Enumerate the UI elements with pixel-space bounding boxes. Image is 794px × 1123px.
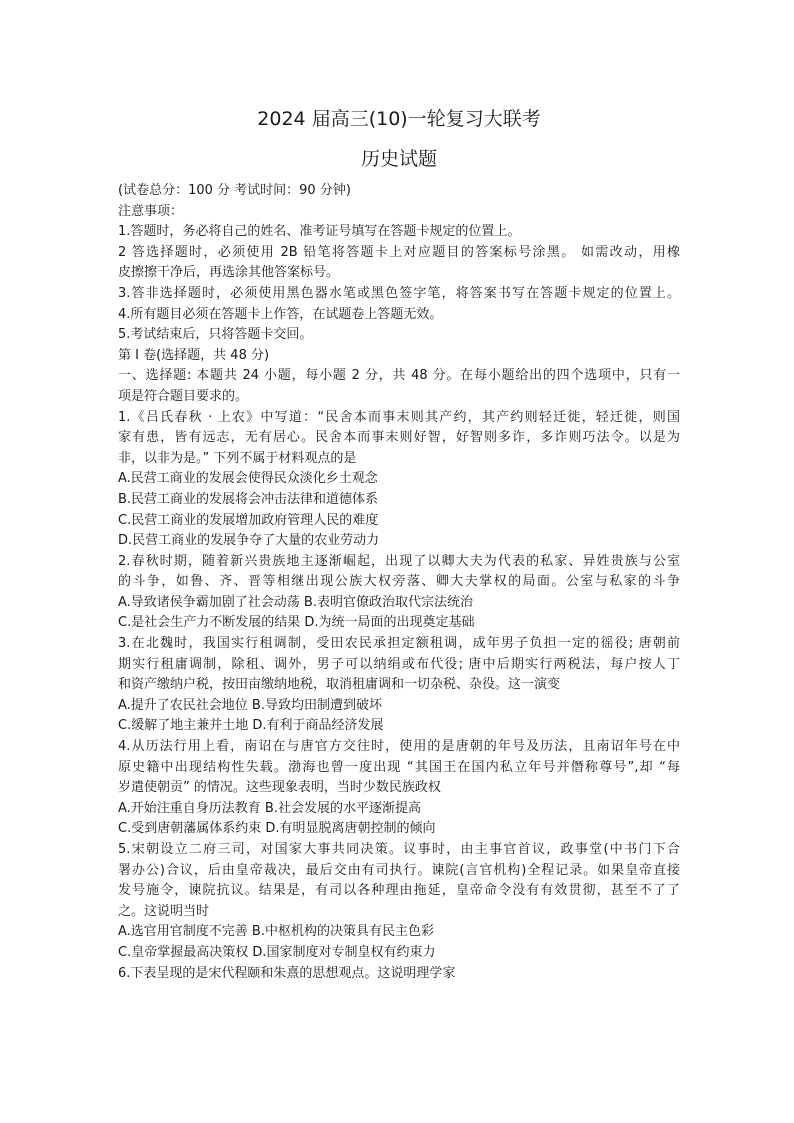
- notice-item: 4.所有题目必须在答题卡上作答，在试题卷上答题无效。: [118, 306, 443, 322]
- question-stem: 之。这说明当时: [118, 903, 210, 919]
- option: A.民营工商业的发展会使得民众淡化乡土观念: [118, 471, 378, 487]
- question-stem: 和资产缴纳户税，按田亩缴纳地税，取消租庸调和一切杂税、杂役。这一演变: [118, 677, 561, 693]
- option: C.受到唐朝藩属体系约束 D.有明显脱离唐朝控制的倾向: [118, 821, 436, 837]
- question-stem: 原史籍中出现结构性失载。渤海也曾一度出现 “其国王在国内私立年号并僭称尊号”,却 “每: [118, 759, 680, 775]
- question-stem: 5.宋朝设立二府三司，对国家大事共同决策。议事时，由主事官首议，政事堂(中书门下合: [118, 842, 680, 857]
- question-stem: 期实行租庸调制，除租、调外，男子可以纳绢或布代役; 唐中后期实行两税法，每户按人丁: [118, 656, 680, 672]
- subject-title: 历史试题: [360, 148, 437, 170]
- question-stem: 非，以非为是。” 下列不属于材料观点的是: [118, 450, 357, 466]
- option: A.开始注重自身历法教育 B.社会发展的水平逐渐提高: [118, 800, 421, 816]
- notice-item: 5.考试结束后，只将答题卡交回。: [118, 327, 313, 343]
- question-stem: 1.《吕氏春秋 · 上农》中写道：“民舍本而事末则其产约，其产约则轻迁徙，轻迁徙，则国: [118, 409, 680, 425]
- question-stem: 4.从历法行用上看，南诏在与唐官方交往时，使用的是唐朝的年号及历法，且南诏年号在中: [118, 739, 680, 755]
- option: C.缓解了地主兼并土地 D.有利于商品经济发展: [118, 718, 384, 734]
- question-stem: 发号施令，谏院抗议。结果是，有司以各种理由拖延，皇帝命令没有有效贯彻，甚至不了了: [118, 883, 680, 899]
- notice-item: 2 答选择题时，必须使用 2B 铅笔将答题卡上对应题目的答案标号涂黑。 如需改动，用橡: [118, 244, 680, 260]
- option: A.提升了农民社会地位 B.导致均田制遭到破坏: [118, 697, 382, 713]
- exam-info: (试卷总分：100 分 考试时间：90 分钟): [118, 183, 351, 198]
- question-stem: 3.在北魏时，我国实行租调制，受田农民承担定额租调，成年男子负担一定的徭役; 唐朝前: [118, 636, 680, 652]
- option: C.是社会生产力不断发展的结果 D.为统一局面的出现奠定基础: [118, 615, 475, 631]
- question-stem: 的斗争，如鲁、齐、晋等相继出现公族大权旁落、卿大夫掌权的局面。公室与私家的斗争: [118, 574, 680, 590]
- notice-item: 3.答非选择题时，必须使用黑色器水笔或黑色签字笔，将答案书写在答题卡规定的位置上。: [118, 285, 680, 301]
- section-intro: 项是符合题目要求的。: [118, 388, 249, 404]
- option: D.民营工商业的发展争夺了大量的农业劳动力: [118, 533, 380, 549]
- option: B.民营工商业的发展将会冲击法律和道德体系: [118, 491, 379, 507]
- exam-title: 2024 届高三(10)一轮复习大联考: [257, 108, 541, 130]
- section-heading: 第 I 卷(选择题，共 48 分): [118, 347, 270, 363]
- notice-item: 皮擦擦干净后，再选涂其他答案标号。: [118, 265, 340, 281]
- exam-body: [118, 181, 680, 984]
- question-stem: 署办公)合议，后由皇帝裁决，最后交由有司执行。谏院(言官机构)全程记录。如果皇帝直接: [118, 862, 680, 878]
- notice-heading: 注意事项：: [118, 203, 184, 219]
- option: C.民营工商业的发展增加政府管理人民的难度: [118, 512, 379, 528]
- question-stem: 2.春秋时期，随着新兴贵族地主逐渐崛起，出现了以卿大夫为代表的私家、异姓贵族与公室: [118, 553, 680, 569]
- question-stem: 6.下表呈现的是宋代程颐和朱熹的思想观点。这说明理学家: [118, 965, 456, 981]
- question-stem: 家有患，皆有远志，无有居心。民舍本而事末则好智，好智则多诈，多诈则巧法令。以是为: [118, 430, 680, 446]
- notice-item: 1.答题时，务必将自己的姓名、准考证号填写在答题卡规定的位置上。: [118, 224, 521, 240]
- section-intro: 一、选择题: 本题共 24 小题，每小题 2 分，共 48 分。在每小题给出的四个选项中，只有一: [118, 368, 680, 384]
- option: A.选官用官制度不完善 B.中枢机构的决策具有民主色彩: [118, 924, 434, 940]
- question-stem: 岁遣使朝贡” 的情况。这些现象表明，当时少数民族政权: [118, 780, 441, 796]
- option: C.皇帝掌握最高决策权 D.国家制度对专制皇权有约束力: [118, 944, 436, 960]
- option: A.导致诸侯争霸加剧了社会动荡 B.表明官僚政治取代宗法统治: [118, 594, 473, 610]
